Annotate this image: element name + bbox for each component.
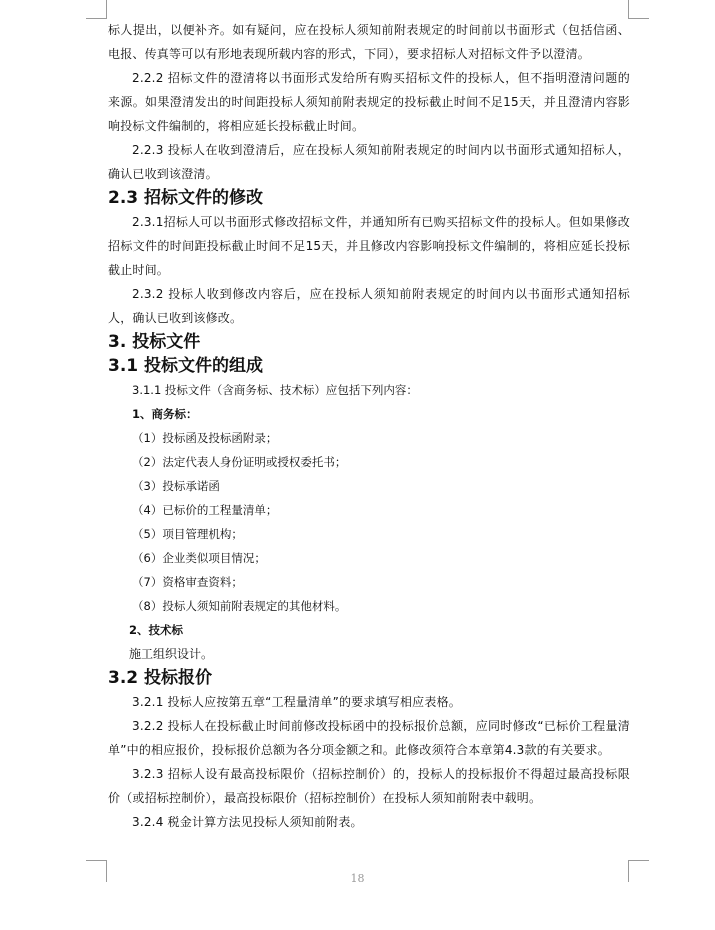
crop-mark-top-left-v: [106, 0, 107, 18]
document-body: [108, 18, 630, 834]
paragraph: 2.2.2 招标文件的澄清将以书面形式发给所有购买招标文件的投标人，但不指明澄清问题的来源。如果澄清发出的时间距投标人须知前附表规定的投标截止时间不足15天，并且澄清内容影响投标文件编制的，将相应延长投标截止时间。: [108, 71, 630, 133]
paragraph: （6）企业类似项目情况；: [132, 551, 266, 565]
section-heading: 3.2 投标报价: [108, 668, 213, 688]
paragraph: 2、技术标: [129, 623, 184, 637]
section-heading: 3. 投标文件: [108, 332, 201, 352]
paragraph: 3.2.4 税金计算方法见投标人须知前附表。: [132, 815, 363, 829]
paragraph: （3）投标承诺函: [132, 479, 220, 493]
crop-mark-top-right-v: [628, 0, 629, 18]
crop-mark-top-left-h: [86, 18, 107, 19]
paragraph: 3.2.2 投标人在投标截止时间前修改投标函中的投标报价总额，应同时修改“已标价工程量清单”中的相应报价，投标报价总额为各分项金额之和。此修改须符合本章第4.3款的有关要求。: [108, 719, 630, 757]
crop-mark-top-right-h: [628, 18, 649, 19]
section-heading: 2.3 招标文件的修改: [108, 188, 264, 208]
paragraph: 1、商务标：: [132, 407, 198, 421]
paragraph: 2.2.3 投标人在收到澄清后，应在投标人须知前附表规定的时间内以书面形式通知招标人，确认已收到该澄清。: [108, 143, 630, 181]
paragraph: 施工组织设计。: [129, 647, 214, 661]
paragraph: （2）法定代表人身份证明或授权委托书；: [132, 455, 347, 469]
paragraph: 3.1.1 投标文件（含商务标、技术标）应包括下列内容：: [132, 383, 418, 397]
paragraph: 2.3.2 投标人收到修改内容后，应在投标人须知前附表规定的时间内以书面形式通知招标人，确认已收到该修改。: [108, 287, 630, 325]
page-number: 18: [350, 872, 365, 885]
paragraph: （1）投标函及投标函附录；: [132, 431, 278, 445]
paragraph: 3.2.1 投标人应按第五章“工程量清单”的要求填写相应表格。: [132, 695, 461, 709]
paragraph: 标人提出，以便补齐。如有疑问，应在投标人须知前附表规定的时间前以书面形式（包括信函、电报、传真等可以有形地表现所载内容的形式，下同），要求招标人对招标文件予以澄清。: [108, 23, 630, 61]
crop-mark-bottom-left-h: [86, 860, 107, 861]
paragraph: （7）资格审查资料；: [132, 575, 243, 589]
paragraph: （5）项目管理机构；: [132, 527, 243, 541]
paragraph: 3.2.3 招标人设有最高投标限价（招标控制价）的，投标人的投标报价不得超过最高投标限价（或招标控制价），最高投标限价（招标控制价）在投标人须知前附表中载明。: [108, 767, 630, 805]
crop-mark-bottom-right-h: [628, 860, 649, 861]
paragraph: 2.3.1招标人可以书面形式修改招标文件，并通知所有已购买招标文件的投标人。但如果修改招标文件的时间距投标截止时间不足15天，并且修改内容影响投标文件编制的，将相应延长投标截止时间。: [108, 215, 630, 277]
paragraph: （4）已标价的工程量清单；: [132, 503, 278, 517]
paragraph: （8）投标人须知前附表规定的其他材料。: [132, 599, 347, 613]
section-heading: 3.1 投标文件的组成: [108, 356, 264, 376]
